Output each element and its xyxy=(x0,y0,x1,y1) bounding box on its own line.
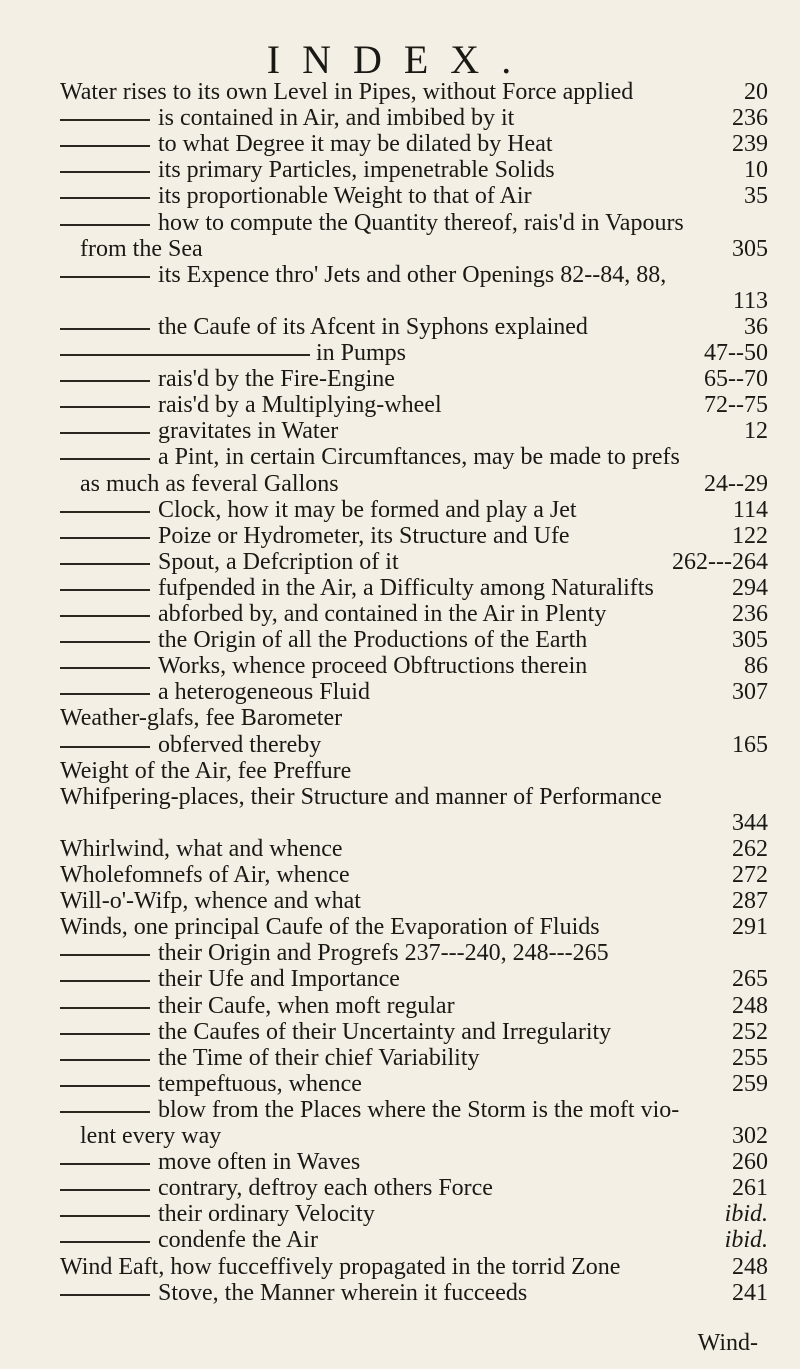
ditto-dash xyxy=(60,537,150,539)
entry-text: as much as feveral Gallons xyxy=(80,470,339,497)
index-entry xyxy=(0,939,800,967)
ditto-dash xyxy=(60,197,150,199)
page-reference: 302 xyxy=(732,1123,768,1149)
index-entry xyxy=(0,287,800,315)
page-reference: 165 xyxy=(732,731,768,758)
index-entry xyxy=(0,1279,800,1307)
ditto-dash xyxy=(60,1007,150,1009)
index-entry xyxy=(0,1096,800,1124)
index-entry xyxy=(0,965,800,993)
index-entry xyxy=(0,678,800,706)
ditto-dash xyxy=(60,954,150,956)
entry-text: the Time of their chief Variability xyxy=(158,1044,480,1071)
index-entry xyxy=(0,1018,800,1046)
index-entry xyxy=(0,1148,800,1176)
index-entry xyxy=(0,235,800,263)
ditto-dash xyxy=(60,1059,150,1061)
page-reference: 259 xyxy=(732,1070,768,1097)
index-entry xyxy=(0,1174,800,1202)
entry-text: to what Degree it may be dilated by Heat xyxy=(158,131,553,158)
entry-text: from the Sea xyxy=(80,235,203,262)
entry-text: lent every way xyxy=(80,1123,222,1149)
index-entry xyxy=(0,809,800,837)
entry-text: its primary Particles, impenetrable Solids xyxy=(158,157,555,184)
ditto-dash xyxy=(60,1189,150,1191)
entry-text: Will-o'-Wifp, whence and what xyxy=(60,888,361,915)
ditto-dash xyxy=(60,1215,150,1217)
page-reference: 255 xyxy=(732,1044,768,1071)
index-entry xyxy=(0,1253,800,1281)
index-entry xyxy=(0,574,800,602)
index-entry xyxy=(0,522,800,550)
entry-text: in Pumps xyxy=(316,340,407,366)
entry-text: condenfe the Air xyxy=(158,1227,318,1254)
index-entry xyxy=(0,1044,800,1072)
entry-text: fufpended in the Air, a Difficulty among Naturalifts xyxy=(158,574,654,601)
ditto-dash xyxy=(60,328,150,330)
ditto-dash xyxy=(60,615,150,617)
ditto-dash xyxy=(60,432,150,434)
entry-text: Water rises to its own Level in Pipes, without Force applied xyxy=(60,79,634,105)
page-reference: 252 xyxy=(732,1018,768,1045)
index-entry xyxy=(0,731,800,759)
page-reference: 241 xyxy=(732,1279,768,1306)
entry-text: blow from the Places where the Storm is the moft vio- xyxy=(158,1096,680,1123)
page-reference: 86 xyxy=(744,653,768,680)
ditto-dash xyxy=(60,224,150,226)
ditto-dash xyxy=(60,1033,150,1035)
entry-text: their Origin and Progrefs 237---240, 248---265 xyxy=(158,940,609,967)
index-entry xyxy=(0,417,800,445)
page-reference: 287 xyxy=(732,888,768,915)
index-entry xyxy=(0,652,800,680)
page-reference: 260 xyxy=(732,1149,768,1176)
ditto-dash xyxy=(60,641,150,643)
index-entry xyxy=(0,835,800,863)
page-reference: 307 xyxy=(732,679,768,706)
index-entry xyxy=(0,1200,800,1228)
page-reference: 114 xyxy=(732,496,768,523)
entry-text: Spout, a Defcription of it xyxy=(158,548,399,575)
page-reference: 72--75 xyxy=(704,392,768,419)
page-reference: 36 xyxy=(744,313,768,340)
entry-text: its proportionable Weight to that of Air xyxy=(158,183,532,210)
entry-text: the Origin of all the Productions of the Earth xyxy=(158,627,588,654)
index-entry xyxy=(0,548,800,576)
page-reference: 248 xyxy=(732,1253,768,1280)
index-entry xyxy=(0,104,800,132)
entry-text: rais'd by the Fire-Engine xyxy=(158,366,395,393)
page-reference: 248 xyxy=(732,992,768,1019)
index-entry xyxy=(0,913,800,941)
ditto-dash xyxy=(60,276,150,278)
page-reference: 294 xyxy=(732,574,768,601)
entry-text: Whirlwind, what and whence xyxy=(60,835,343,862)
entry-text: how to compute the Quantity thereof, rais'd in Vapours xyxy=(158,209,684,236)
page-reference: 291 xyxy=(732,914,768,941)
index-entry xyxy=(0,992,800,1020)
catchword: Wind- xyxy=(697,1330,758,1356)
index-entry xyxy=(0,496,800,524)
entry-text: the Caufes of their Uncertainty and Irregularity xyxy=(158,1018,612,1045)
page-reference: 344 xyxy=(732,809,768,836)
index-entry xyxy=(0,783,800,811)
entry-text: tempeftuous, whence xyxy=(158,1070,362,1097)
entry-text: Weather-glafs, fee Barometer xyxy=(60,705,343,732)
entry-text: Whifpering-places, their Structure and manner of Performance xyxy=(60,783,662,810)
index-entry xyxy=(0,130,800,158)
index-entry xyxy=(0,339,800,367)
index-entry xyxy=(0,1122,800,1150)
index-entry xyxy=(0,182,800,210)
entry-text: a Pint, in certain Circumftances, may be made to prefs xyxy=(158,444,680,471)
index-entry xyxy=(0,600,800,628)
page-reference: 65--70 xyxy=(704,366,768,393)
ditto-dash xyxy=(60,693,150,695)
page-reference: 262---264 xyxy=(672,548,768,575)
entry-text: abforbed by, and contained in the Air in Plenty xyxy=(158,601,607,627)
entry-text: its Expence thro' Jets and other Openings 82--84, 88, xyxy=(158,261,667,288)
ditto-dash xyxy=(60,380,150,382)
page-header: INDEX. xyxy=(266,37,534,82)
ditto-dash xyxy=(60,589,150,591)
entry-text: their Ufe and Importance xyxy=(158,966,400,993)
page-reference: 20 xyxy=(744,79,768,105)
entry-text: their Caufe, when moft regular xyxy=(158,992,455,1019)
page-reference: 236 xyxy=(732,105,768,132)
index-entry xyxy=(0,313,800,341)
page-reference: 122 xyxy=(732,522,768,549)
entry-text: a heterogeneous Fluid xyxy=(158,679,370,706)
entry-text: gravitates in Water xyxy=(158,418,339,445)
page-reference: 24--29 xyxy=(704,470,768,497)
page-reference: 10 xyxy=(744,157,768,184)
entry-text: Poize or Hydrometer, its Structure and Ufe xyxy=(158,522,570,549)
index-entry xyxy=(0,156,800,184)
ditto-dash xyxy=(60,511,150,513)
entry-text: Wholefomnefs of Air, whence xyxy=(60,862,350,888)
entry-text: contrary, deftroy each others Force xyxy=(158,1175,493,1202)
index-entry xyxy=(0,391,800,419)
ditto-dash xyxy=(60,171,150,173)
page-reference: 12 xyxy=(744,418,768,445)
entry-text: their ordinary Velocity xyxy=(158,1201,375,1228)
page-reference: 305 xyxy=(732,627,768,654)
index-entry xyxy=(0,470,800,498)
index-entry xyxy=(0,261,800,289)
index-entry xyxy=(0,365,800,393)
entry-text: Wind Eaft, how fucceffively propagated in the torrid Zone xyxy=(60,1253,621,1280)
index-entry xyxy=(0,1226,800,1254)
page-reference: ibid. xyxy=(724,1201,768,1228)
entry-text: Weight of the Air, fee Preffure xyxy=(60,757,352,784)
index-entry xyxy=(0,887,800,915)
ditto-dash xyxy=(60,406,150,408)
page-reference: 113 xyxy=(732,287,768,314)
entry-text: Works, whence proceed Obftructions therein xyxy=(158,653,588,680)
index-entry xyxy=(0,704,800,732)
ditto-dash xyxy=(60,458,150,460)
entry-text: the Caufe of its Afcent in Syphons explained xyxy=(158,313,588,340)
index-entry xyxy=(0,78,800,106)
entry-text: obferved thereby xyxy=(158,731,322,758)
ditto-dash xyxy=(60,563,150,565)
ditto-dash xyxy=(60,980,150,982)
ditto-dash xyxy=(60,746,150,748)
page-reference: 236 xyxy=(732,601,768,627)
page-reference: 261 xyxy=(732,1175,768,1202)
page-reference: 47--50 xyxy=(704,340,768,366)
entry-text: Winds, one principal Caufe of the Evaporation of Fluids xyxy=(60,914,600,941)
ditto-dash xyxy=(60,354,310,356)
ditto-dash xyxy=(60,1111,150,1113)
page-reference: 265 xyxy=(732,966,768,993)
entry-text: Stove, the Manner wherein it fucceeds xyxy=(158,1279,528,1306)
ditto-dash xyxy=(60,1241,150,1243)
page-reference: ibid. xyxy=(724,1227,768,1254)
index-entry xyxy=(0,626,800,654)
ditto-dash xyxy=(60,1294,150,1296)
index-entry xyxy=(0,861,800,889)
page-reference: 35 xyxy=(744,183,768,210)
ditto-dash xyxy=(60,667,150,669)
index-entry xyxy=(0,209,800,237)
entry-text: Clock, how it may be formed and play a Jet xyxy=(158,496,577,523)
entry-text: rais'd by a Multiplying-wheel xyxy=(158,392,442,419)
index-entry xyxy=(0,1070,800,1098)
page-reference: 239 xyxy=(732,131,768,158)
page-reference: 272 xyxy=(732,862,768,888)
ditto-dash xyxy=(60,1085,150,1087)
index-entry xyxy=(0,757,800,785)
ditto-dash xyxy=(60,119,150,121)
index-entry xyxy=(0,443,800,471)
page-reference: 262 xyxy=(732,835,768,862)
page-reference: 305 xyxy=(732,235,768,262)
ditto-dash xyxy=(60,145,150,147)
entry-text: move often in Waves xyxy=(158,1149,361,1176)
ditto-dash xyxy=(60,1163,150,1165)
entry-text: is contained in Air, and imbibed by it xyxy=(158,105,515,132)
